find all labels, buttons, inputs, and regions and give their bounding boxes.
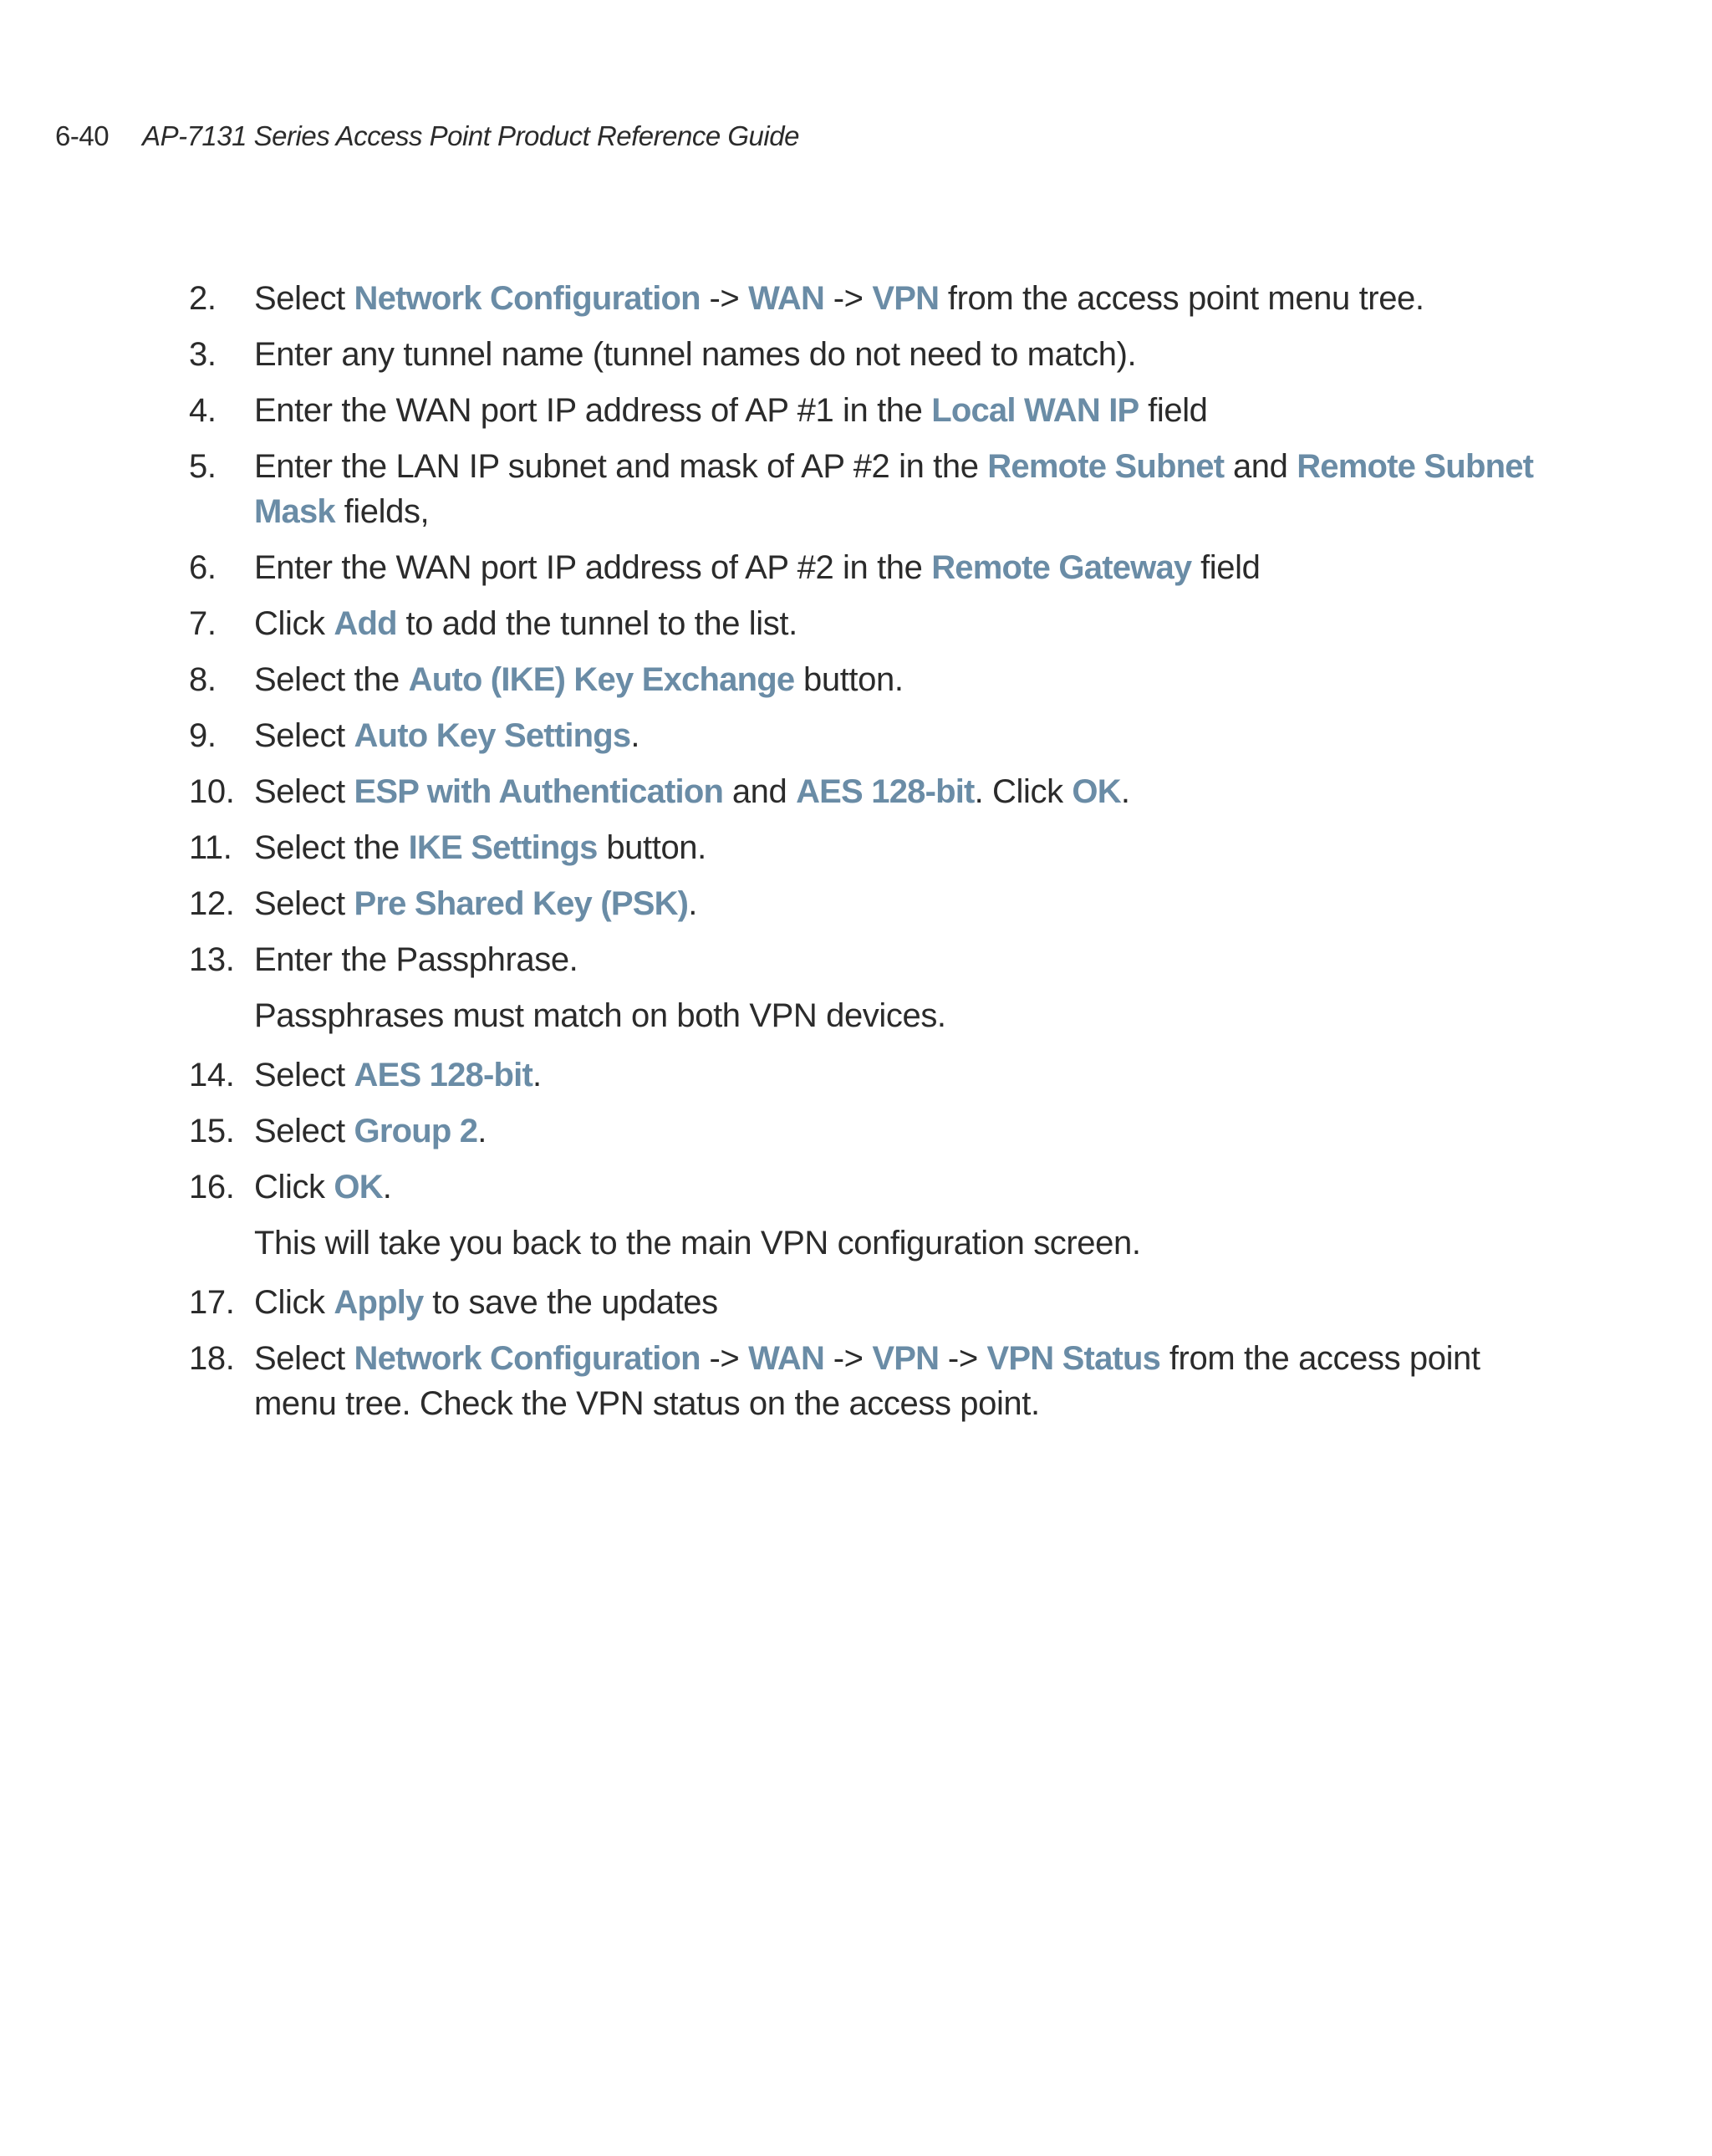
step-number: 17. — [189, 1284, 235, 1321]
menu-item-wan: WAN — [748, 1340, 825, 1377]
text-run: Select — [254, 1057, 354, 1093]
step-16 — [189, 1165, 1543, 1210]
option-pre-shared-key: Pre Shared Key (PSK) — [354, 885, 689, 922]
text-run: -> — [700, 1340, 749, 1377]
option-group-2: Group 2 — [354, 1113, 478, 1149]
text-run: -> — [939, 1340, 987, 1377]
step-12 — [189, 881, 1543, 926]
button-apply: Apply — [334, 1284, 424, 1321]
text-run: . — [1120, 773, 1130, 810]
text-run: . — [532, 1057, 542, 1093]
step-text — [254, 545, 1543, 590]
option-aes-128-bit: AES 128-bit — [354, 1057, 532, 1093]
option-aes-128-bit: AES 128-bit — [796, 773, 975, 810]
text-run: . — [630, 717, 640, 754]
option-esp-with-authentication: ESP with Authentication — [354, 773, 724, 810]
step-text — [254, 1280, 1543, 1325]
step-text — [254, 601, 1543, 646]
text-run: -> — [824, 280, 873, 317]
step-number: 11. — [189, 829, 232, 866]
step-number: 7. — [189, 605, 217, 642]
button-auto-key-settings: Auto Key Settings — [354, 717, 631, 754]
step-number: 3. — [189, 336, 217, 373]
procedure-steps — [189, 276, 1543, 1437]
step-number: 8. — [189, 661, 217, 698]
step-text — [254, 769, 1543, 814]
text-run: and — [1224, 448, 1297, 485]
step-9 — [189, 713, 1543, 758]
button-add: Add — [334, 605, 397, 642]
text-run: Enter the WAN port IP address of AP #1 in the — [254, 392, 932, 429]
text-run: Select the — [254, 661, 409, 698]
text-run: . Click — [974, 773, 1073, 810]
text-run: . — [688, 885, 697, 922]
step-11 — [189, 825, 1543, 870]
text-run: Select — [254, 773, 354, 810]
menu-item-wan: WAN — [748, 280, 825, 317]
step-17 — [189, 1280, 1543, 1325]
text-run: Enter the WAN port IP address of AP #2 in the — [254, 549, 932, 586]
text-run: -> — [700, 280, 749, 317]
step-10 — [189, 769, 1543, 814]
button-ok: OK — [334, 1169, 383, 1205]
step-6 — [189, 545, 1543, 590]
text-run: from the access point menu tree. — [939, 280, 1424, 317]
button-auto-ike-key-exchange: Auto (IKE) Key Exchange — [408, 661, 795, 698]
field-local-wan-ip: Local WAN IP — [931, 392, 1139, 429]
text-run: and — [723, 773, 797, 810]
step-text — [254, 388, 1543, 433]
step-text: Enter the Passphrase. — [254, 941, 578, 978]
text-run: to save the updates — [423, 1284, 718, 1321]
step-number: 10. — [189, 773, 235, 810]
step-number: 15. — [189, 1113, 235, 1149]
step-13 — [189, 937, 1543, 982]
step-7 — [189, 601, 1543, 646]
step-text — [254, 1165, 1543, 1210]
text-run: Select — [254, 1340, 354, 1377]
guide-title: AP-7131 Series Access Point Product Reference Guide — [142, 120, 799, 151]
button-ike-settings: IKE Settings — [408, 829, 598, 866]
text-run: to add the tunnel to the list. — [396, 605, 797, 642]
page-number: 6-40 — [55, 120, 110, 151]
text-run: Click — [254, 1284, 334, 1321]
step-text: Enter any tunnel name (tunnel names do not need to match). — [254, 336, 1137, 373]
step-2 — [189, 276, 1543, 321]
text-run: -> — [824, 1340, 873, 1377]
page-header — [55, 118, 799, 155]
text-run: field — [1139, 392, 1208, 429]
menu-item-vpn: VPN — [872, 1340, 940, 1377]
text-run: Select — [254, 717, 354, 754]
step-18 — [189, 1336, 1543, 1426]
menu-item-network-configuration: Network Configuration — [354, 280, 701, 317]
step-text — [254, 1336, 1543, 1426]
step-number: 13. — [189, 941, 235, 978]
text-run: Enter the LAN IP subnet and mask of AP #2 in the — [254, 448, 988, 485]
text-run: Select — [254, 885, 354, 922]
step-text — [254, 444, 1543, 534]
button-ok: OK — [1072, 773, 1121, 810]
step-text — [254, 881, 1543, 926]
step-14 — [189, 1053, 1543, 1098]
step-5 — [189, 444, 1543, 534]
text-run: button. — [597, 829, 706, 866]
text-run: button. — [794, 661, 904, 698]
menu-item-vpn: VPN — [872, 280, 940, 317]
text-run: Select the — [254, 829, 409, 866]
step-number: 5. — [189, 448, 217, 485]
text-run: Select — [254, 280, 354, 317]
step-text — [254, 276, 1543, 321]
text-run: field — [1191, 549, 1261, 586]
text-run: . — [477, 1113, 487, 1149]
step-number: 4. — [189, 392, 217, 429]
text-run: . — [382, 1169, 392, 1205]
step-text — [254, 1053, 1543, 1098]
step-4 — [189, 388, 1543, 433]
step-text — [254, 713, 1543, 758]
field-remote-subnet-mask: Remote Subnet Mask — [254, 448, 1534, 530]
step-note: Passphrases must match on both VPN devices. — [254, 997, 946, 1034]
text-run: Select — [254, 1113, 354, 1149]
step-3 — [189, 332, 1543, 377]
step-number: 2. — [189, 280, 217, 317]
step-text — [254, 657, 1543, 702]
text-run: Click — [254, 605, 334, 642]
text-run: from the access point menu tree. Check the VPN status on the access point. — [254, 1340, 1480, 1422]
menu-item-network-configuration: Network Configuration — [354, 1340, 701, 1377]
step-number: 9. — [189, 717, 217, 754]
field-remote-gateway: Remote Gateway — [931, 549, 1192, 586]
field-remote-subnet: Remote Subnet — [987, 448, 1225, 485]
step-text — [254, 825, 1543, 870]
step-number: 12. — [189, 885, 235, 922]
step-8 — [189, 657, 1543, 702]
text-run: fields, — [334, 493, 430, 530]
step-number: 6. — [189, 549, 217, 586]
step-text — [254, 1109, 1543, 1154]
step-number: 14. — [189, 1057, 235, 1093]
step-number: 16. — [189, 1169, 235, 1205]
step-number: 18. — [189, 1340, 235, 1377]
menu-item-vpn-status: VPN Status — [986, 1340, 1161, 1377]
step-15 — [189, 1109, 1543, 1154]
text-run: Click — [254, 1169, 334, 1205]
step-note: This will take you back to the main VPN configuration screen. — [254, 1225, 1141, 1261]
